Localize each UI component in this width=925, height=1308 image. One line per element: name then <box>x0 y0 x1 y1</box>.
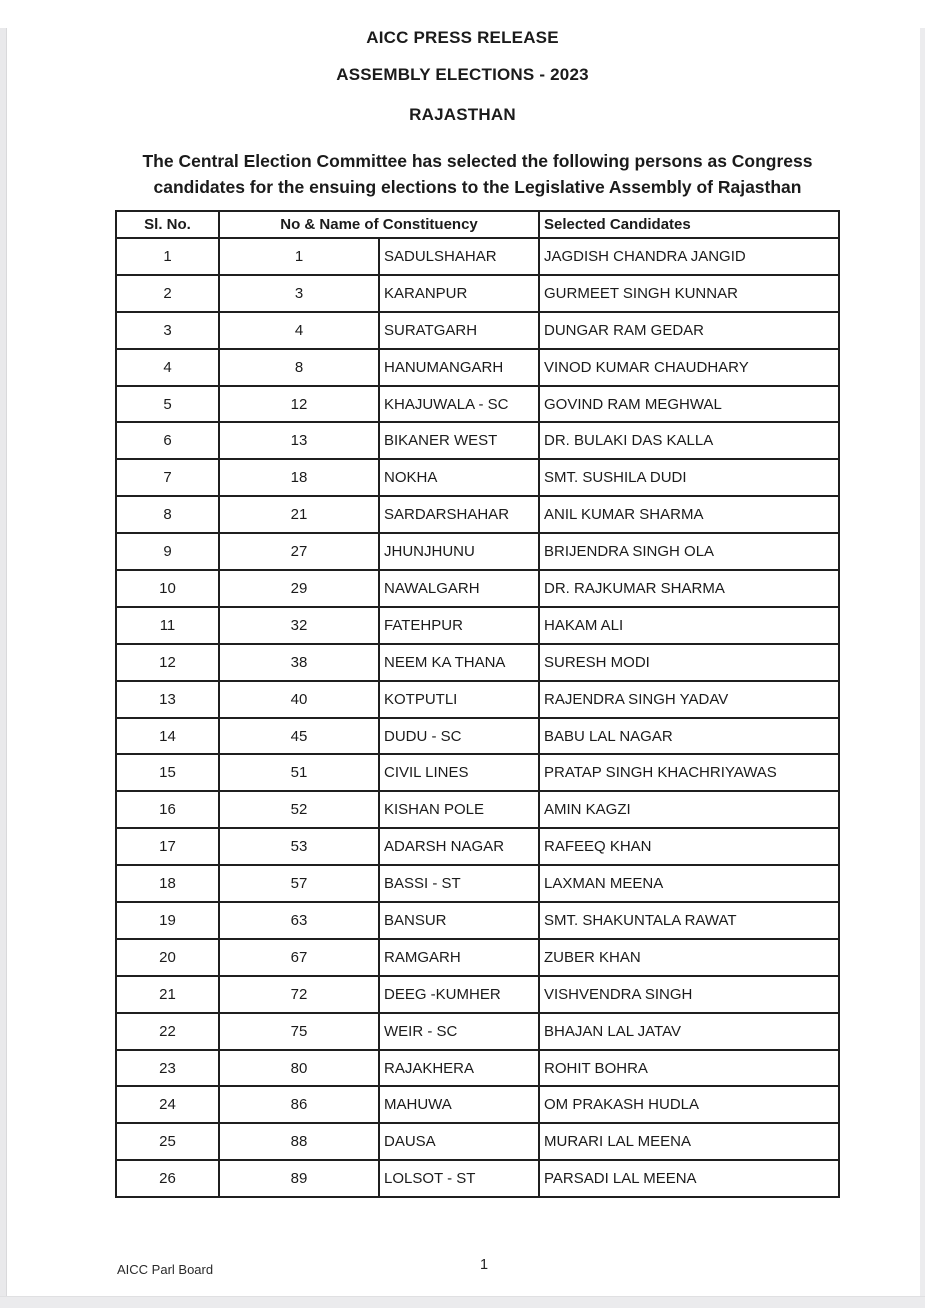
cell-constituency-no: 63 <box>219 902 379 939</box>
cell-candidate-name: DR. RAJKUMAR SHARMA <box>539 570 839 607</box>
table-row <box>116 1086 839 1123</box>
cell-candidate-name: BABU LAL NAGAR <box>539 718 839 755</box>
cell-constituency-no: 8 <box>219 349 379 386</box>
cell-sl-no: 15 <box>116 754 219 791</box>
cell-candidate-name: MURARI LAL MEENA <box>539 1123 839 1160</box>
cell-constituency-no: 13 <box>219 422 379 459</box>
cell-candidate-name: OM PRAKASH HUDLA <box>539 1086 839 1123</box>
table-row <box>116 754 839 791</box>
cell-constituency-name: KISHAN POLE <box>379 791 539 828</box>
cell-constituency-name: DEEG -KUMHER <box>379 976 539 1013</box>
page-left-edge-shadow <box>0 28 7 1308</box>
cell-sl-no: 16 <box>116 791 219 828</box>
footer-page-number: 1 <box>480 1257 489 1273</box>
table-row <box>116 718 839 755</box>
cell-sl-no: 17 <box>116 828 219 865</box>
table-row <box>116 607 839 644</box>
cell-constituency-no: 52 <box>219 791 379 828</box>
cell-constituency-name: JHUNJHUNU <box>379 533 539 570</box>
cell-sl-no: 22 <box>116 1013 219 1050</box>
cell-candidate-name: AMIN KAGZI <box>539 791 839 828</box>
cell-constituency-no: 4 <box>219 312 379 349</box>
cell-sl-no: 11 <box>116 607 219 644</box>
cell-constituency-no: 18 <box>219 459 379 496</box>
cell-constituency-name: KARANPUR <box>379 275 539 312</box>
cell-sl-no: 8 <box>116 496 219 533</box>
cell-constituency-name: FATEHPUR <box>379 607 539 644</box>
cell-sl-no: 12 <box>116 644 219 681</box>
cell-sl-no: 24 <box>116 1086 219 1123</box>
cell-constituency-name: LOLSOT - ST <box>379 1160 539 1197</box>
cell-constituency-no: 21 <box>219 496 379 533</box>
header-constituency: No & Name of Constituency <box>219 211 539 238</box>
cell-sl-no: 4 <box>116 349 219 386</box>
table-row <box>116 459 839 496</box>
cell-constituency-no: 40 <box>219 681 379 718</box>
table-row <box>116 422 839 459</box>
cell-sl-no: 6 <box>116 422 219 459</box>
header-row <box>116 211 839 238</box>
table-row <box>116 865 839 902</box>
cell-constituency-name: CIVIL LINES <box>379 754 539 791</box>
cell-constituency-name: SURATGARH <box>379 312 539 349</box>
cell-sl-no: 18 <box>116 865 219 902</box>
header-sl-no: Sl. No. <box>116 211 219 238</box>
cell-candidate-name: LAXMAN MEENA <box>539 865 839 902</box>
table-row <box>116 570 839 607</box>
table-row <box>116 496 839 533</box>
cell-constituency-no: 1 <box>219 238 379 275</box>
cell-candidate-name: SURESH MODI <box>539 644 839 681</box>
document-page <box>0 28 925 1277</box>
cell-candidate-name: JAGDISH CHANDRA JANGID <box>539 238 839 275</box>
table-row <box>116 828 839 865</box>
cell-sl-no: 14 <box>116 718 219 755</box>
table-row <box>116 939 839 976</box>
cell-constituency-no: 29 <box>219 570 379 607</box>
cell-constituency-name: SARDARSHAHAR <box>379 496 539 533</box>
table-row <box>116 1013 839 1050</box>
table-row <box>116 976 839 1013</box>
cell-constituency-no: 67 <box>219 939 379 976</box>
cell-constituency-name: KHAJUWALA - SC <box>379 386 539 423</box>
state-title: RAJASTHAN <box>409 105 516 124</box>
table-row <box>116 238 839 275</box>
cell-candidate-name: PARSADI LAL MEENA <box>539 1160 839 1197</box>
cell-constituency-no: 72 <box>219 976 379 1013</box>
table-row <box>116 533 839 570</box>
footer-board-label: AICC Parl Board <box>117 1262 214 1277</box>
cell-candidate-name: VINOD KUMAR CHAUDHARY <box>539 349 839 386</box>
header-selected-candidates: Selected Candidates <box>539 211 839 238</box>
cell-constituency-no: 38 <box>219 644 379 681</box>
cell-candidate-name: DUNGAR RAM GEDAR <box>539 312 839 349</box>
cell-constituency-no: 88 <box>219 1123 379 1160</box>
cell-candidate-name: ANIL KUMAR SHARMA <box>539 496 839 533</box>
cell-constituency-name: RAJAKHERA <box>379 1050 539 1087</box>
cell-candidate-name: RAFEEQ KHAN <box>539 828 839 865</box>
cell-constituency-name: HANUMANGARH <box>379 349 539 386</box>
cell-constituency-name: DAUSA <box>379 1123 539 1160</box>
cell-sl-no: 1 <box>116 238 219 275</box>
cell-sl-no: 9 <box>116 533 219 570</box>
cell-constituency-name: NEEM KA THANA <box>379 644 539 681</box>
table-row <box>116 681 839 718</box>
cell-constituency-name: RAMGARH <box>379 939 539 976</box>
cell-candidate-name: PRATAP SINGH KHACHRIYAWAS <box>539 754 839 791</box>
table-row <box>116 644 839 681</box>
page-bottom-edge-shadow <box>0 1296 925 1308</box>
table-row <box>116 1160 839 1197</box>
cell-constituency-no: 3 <box>219 275 379 312</box>
table-row <box>116 275 839 312</box>
cell-sl-no: 23 <box>116 1050 219 1087</box>
cell-constituency-name: DUDU - SC <box>379 718 539 755</box>
cell-candidate-name: HAKAM ALI <box>539 607 839 644</box>
cell-constituency-no: 27 <box>219 533 379 570</box>
cell-sl-no: 13 <box>116 681 219 718</box>
cell-sl-no: 7 <box>116 459 219 496</box>
cell-candidate-name: GURMEET SINGH KUNNAR <box>539 275 839 312</box>
cell-sl-no: 19 <box>116 902 219 939</box>
cell-sl-no: 20 <box>116 939 219 976</box>
cell-candidate-name: ZUBER KHAN <box>539 939 839 976</box>
table-row <box>116 349 839 386</box>
table-row <box>116 386 839 423</box>
cell-constituency-no: 80 <box>219 1050 379 1087</box>
cell-constituency-name: BASSI - ST <box>379 865 539 902</box>
cell-constituency-name: NOKHA <box>379 459 539 496</box>
cell-constituency-no: 32 <box>219 607 379 644</box>
cell-candidate-name: RAJENDRA SINGH YADAV <box>539 681 839 718</box>
cell-candidate-name: SMT. SHAKUNTALA RAWAT <box>539 902 839 939</box>
cell-constituency-name: SADULSHAHAR <box>379 238 539 275</box>
table-row <box>116 312 839 349</box>
cell-constituency-name: ADARSH NAGAR <box>379 828 539 865</box>
cell-candidate-name: VISHVENDRA SINGH <box>539 976 839 1013</box>
cell-sl-no: 21 <box>116 976 219 1013</box>
cell-constituency-name: BANSUR <box>379 902 539 939</box>
cell-sl-no: 26 <box>116 1160 219 1197</box>
cell-constituency-no: 57 <box>219 865 379 902</box>
table-row <box>116 902 839 939</box>
cell-candidate-name: BRIJENDRA SINGH OLA <box>539 533 839 570</box>
cell-constituency-name: BIKANER WEST <box>379 422 539 459</box>
cell-sl-no: 5 <box>116 386 219 423</box>
cell-constituency-name: WEIR - SC <box>379 1013 539 1050</box>
table-row <box>116 791 839 828</box>
cell-constituency-no: 45 <box>219 718 379 755</box>
cell-constituency-name: NAWALGARH <box>379 570 539 607</box>
cell-candidate-name: ROHIT BOHRA <box>539 1050 839 1087</box>
page-right-edge-shadow <box>920 28 925 1308</box>
cell-constituency-no: 53 <box>219 828 379 865</box>
candidates-table-body <box>116 238 839 1197</box>
cell-constituency-no: 89 <box>219 1160 379 1197</box>
candidates-table-header <box>116 211 839 238</box>
cell-sl-no: 3 <box>116 312 219 349</box>
election-title: ASSEMBLY ELECTIONS - 2023 <box>336 65 589 84</box>
cell-sl-no: 2 <box>116 275 219 312</box>
cell-constituency-name: MAHUWA <box>379 1086 539 1123</box>
cell-candidate-name: BHAJAN LAL JATAV <box>539 1013 839 1050</box>
cell-constituency-no: 51 <box>219 754 379 791</box>
cell-candidate-name: SMT. SUSHILA DUDI <box>539 459 839 496</box>
cell-candidate-name: GOVIND RAM MEGHWAL <box>539 386 839 423</box>
cell-sl-no: 25 <box>116 1123 219 1160</box>
cell-constituency-name: KOTPUTLI <box>379 681 539 718</box>
press-release-title: AICC PRESS RELEASE <box>366 28 559 47</box>
intro-paragraph: The Central Election Committee has selected the following persons as Congress candidates for the ensuing elections to the Legislative Assembly of Rajasthan <box>142 151 813 197</box>
cell-constituency-no: 86 <box>219 1086 379 1123</box>
cell-constituency-no: 12 <box>219 386 379 423</box>
cell-constituency-no: 75 <box>219 1013 379 1050</box>
table-row <box>116 1050 839 1087</box>
candidates-table <box>115 210 840 1198</box>
table-row <box>116 1123 839 1160</box>
cell-candidate-name: DR. BULAKI DAS KALLA <box>539 422 839 459</box>
cell-sl-no: 10 <box>116 570 219 607</box>
